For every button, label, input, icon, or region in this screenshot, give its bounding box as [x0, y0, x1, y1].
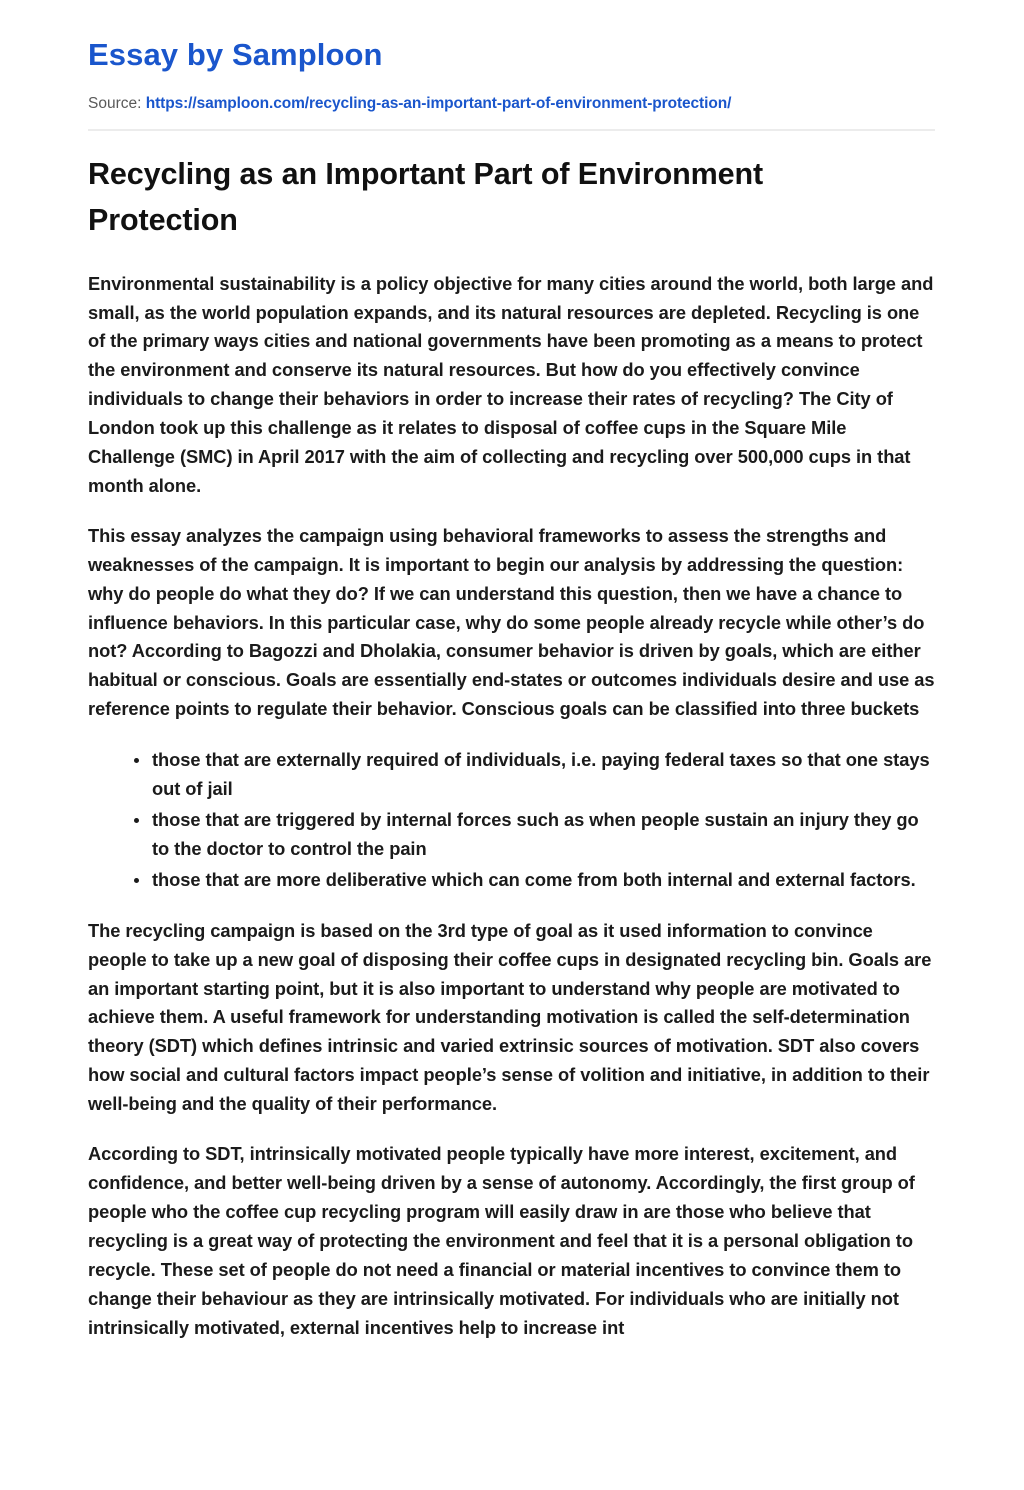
list-item: those that are externally required of individuals, i.e. paying federal taxes so that one stays out of jail	[134, 746, 936, 804]
brand-title: Essay by Samploon	[88, 37, 383, 72]
goal-types-list	[88, 746, 936, 895]
paragraph-analysis: This essay analyzes the campaign using behavioral frameworks to assess the strengths and weaknesses of the campaign. It is important to begin our analysis by addressing the question: why do people do what they do? If we can understand this question, then we have a chance to influence behaviors. In this particular case, why do some people already recycle while other’s do not? According to Bagozzi and Dholakia, consumer behavior is driven by goals, which are either habitual or conscious. Goals are essentially end-states or outcomes individuals desire and use as reference points to regulate their behavior. Conscious goals can be classified into three buckets	[88, 524, 935, 720]
header-divider	[88, 129, 935, 131]
list-item: those that are triggered by internal forces such as when people sustain an injury they go to the doctor to control the pain	[134, 806, 936, 864]
source-label: Source:	[88, 95, 142, 113]
source-line	[88, 93, 936, 115]
paragraph-campaign-goal: The recycling campaign is based on the 3rd type of goal as it used information to convince people to take up a new goal of disposing their coffee cups in designated recycling bin. Goals are an important starting point, but it is also important to understand why people are motivated to achieve them. A useful framework for understanding motivation is called the self-determination theory (SDT) which defines intrinsic and varied extrinsic sources of motivation. SDT also covers how social and cultural factors impact people’s sense of volition and initiative, in addition to their well-being and the quality of their performance.	[88, 919, 932, 1115]
paragraph-sdt-motivation: According to SDT, intrinsically motivated people typically have more interest, excitement, and confidence, and better well-being driven by a sense of autonomy. Accordingly, the first group of people who the coffee cup recycling program will easily draw in are those who believe that recycling is a great way of protecting the environment and feel that it is a personal obligation to recycle. These set of people do not need a financial or material incentives to convince them to change their behaviour as they are intrinsically motivated. For individuals who are initially not intrinsically motivated, external incentives help to increase int	[88, 1143, 915, 1338]
source-url-link[interactable]: https://samploon.com/recycling-as-an-important-part-of-environment-protection/	[145, 95, 732, 113]
page-title: Recycling as an Important Part of Environment Protection	[88, 156, 764, 238]
paragraph-intro: Environmental sustainability is a policy objective for many cities around the world, both large and small, as the world population expands, and its natural resources are depleted. Recycling is one of the primary ways cities and national governments have been promoting as a means to protect the environment and conserve its natural resources. But how do you effectively convince individuals to change their behaviors in order to increase their rates of recycling? The City of London took up this challenge as it relates to disposal of coffee cups in the Square Mile Challenge (SMC) in April 2017 with the aim of collecting and recycling over 500,000 cups in that month alone.	[88, 272, 934, 496]
list-item: those that are more deliberative which can come from both internal and external factors.	[134, 866, 936, 895]
